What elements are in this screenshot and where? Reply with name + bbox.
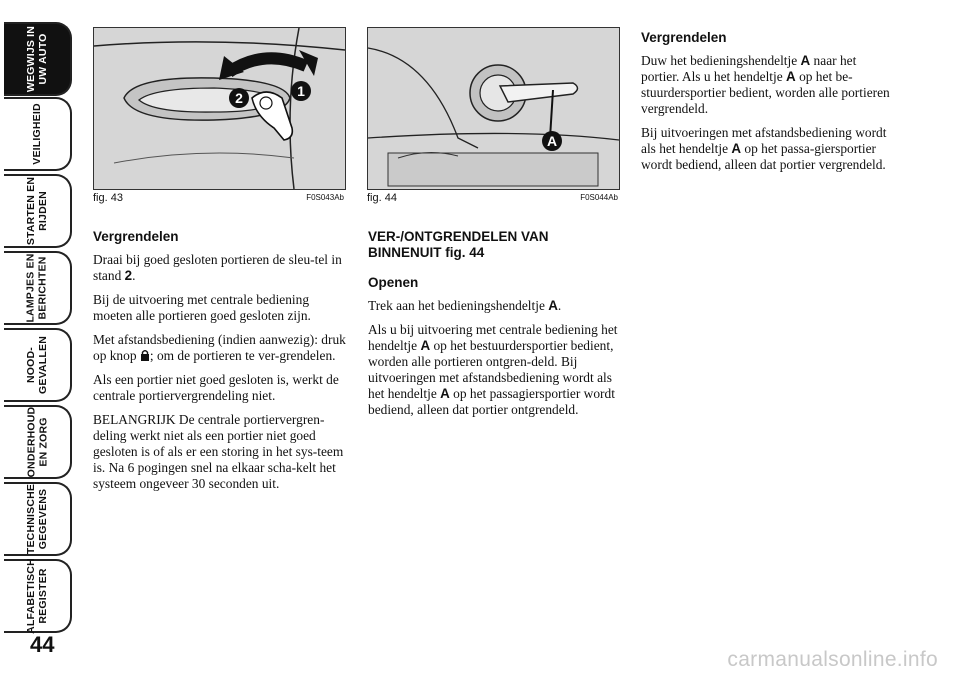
tab-noodgevallen[interactable]: NOOD- GEVALLEN: [4, 328, 72, 402]
door-handle-key-illustration: [94, 28, 345, 189]
svg-text:1: 1: [297, 83, 305, 99]
paragraph: Bij uitvoeringen met afstandsbediening wordt als het hendeltje A op het passa-giersportier wordt bediend, alleen dat portier vergrendeld.: [641, 125, 887, 172]
figure-43-caption: fig. 43: [93, 192, 123, 204]
figure-43-door-lock-key: [93, 27, 346, 190]
paragraph: Bij de uitvoering met centrale bediening moeten alle portieren goed gesloten zijn.: [93, 292, 311, 323]
section-heading-vergrendelen: Vergrendelen: [93, 229, 179, 244]
paragraph: Als een portier niet goed gesloten is, werkt de centrale portiervergrendeling niet.: [93, 372, 339, 403]
paragraph: Als u bij uitvoering met centrale bediening het hendeltje A op het bestuurdersportier bedient, worden alle portieren ontgren-deld. Bij uitvoeringen met afstandsbediening wordt als het hendeltje A op het passagiersportier wordt bediend, alleen dat portier ontgrendeld.: [368, 322, 618, 417]
column-1: [93, 229, 346, 500]
callout-1: [291, 81, 311, 101]
figure-44-interior-lever: [367, 27, 620, 190]
figure-43-code: F0S043Ab: [306, 193, 344, 202]
tab-starten-en-rijden[interactable]: STARTEN EN RIJDEN: [4, 174, 72, 248]
tab-lampjes-en-berichten[interactable]: LAMPJES EN BERICHTEN: [4, 251, 72, 325]
watermark: carmanualsonline.info: [727, 648, 938, 671]
paragraph: Met afstandsbediening (indien aanwezig): druk op knop ; om de portieren te ver-grendelen.: [93, 332, 346, 363]
callout-2: [229, 88, 249, 108]
column-2: [368, 229, 620, 426]
section-heading-vergrendelen-binnen: Vergrendelen: [641, 30, 727, 45]
svg-text:A: A: [546, 133, 558, 149]
paragraph: Trek aan het bedieningshendeltje A.: [368, 298, 562, 313]
column-3: [641, 30, 896, 181]
page-number: 44: [30, 632, 55, 657]
interior-handle-illustration: [368, 28, 619, 189]
tab-alfabetisch-register[interactable]: ALFABETISCH REGISTER: [4, 559, 72, 633]
tab-technische-gegevens[interactable]: TECHNISCHE GEGEVENS: [4, 482, 72, 556]
tab-wegwijs-in-uw-auto[interactable]: WEGWIJS IN UW AUTO: [4, 22, 72, 96]
subheading-openen: Openen: [368, 275, 419, 290]
lock-icon: [140, 349, 150, 361]
tab-veiligheid[interactable]: VEILIGHEID: [4, 97, 72, 171]
section-heading-ver-ontgrendelen: VER-/ONTGRENDELEN VAN BINNENUIT fig. 44: [368, 229, 549, 260]
callout-a: [542, 131, 562, 151]
tab-onderhoud-en-zorg[interactable]: ONDERHOUD EN ZORG: [4, 405, 72, 479]
paragraph-belangrijk: BELANGRIJK De centrale portiervergren-deling werkt niet als een portier niet goed gesloten is of als er een storing in het sys-teem is. Na 6 pogingen snel na elkaar scha-kelt het systeem ongeveer 30 seconden uit.: [93, 412, 344, 491]
paragraph: Duw het bedieningshendeltje A naar het portier. Als u het hendeltje A op het be-stuurdersportier bedient, worden alle portieren vergrendeld.: [641, 53, 890, 116]
figure-44-code: F0S044Ab: [580, 193, 618, 202]
svg-text:2: 2: [235, 90, 243, 106]
figure-44-caption: fig. 44: [367, 192, 397, 204]
paragraph: Draai bij goed gesloten portieren de sleu-tel in stand 2.: [93, 252, 342, 283]
